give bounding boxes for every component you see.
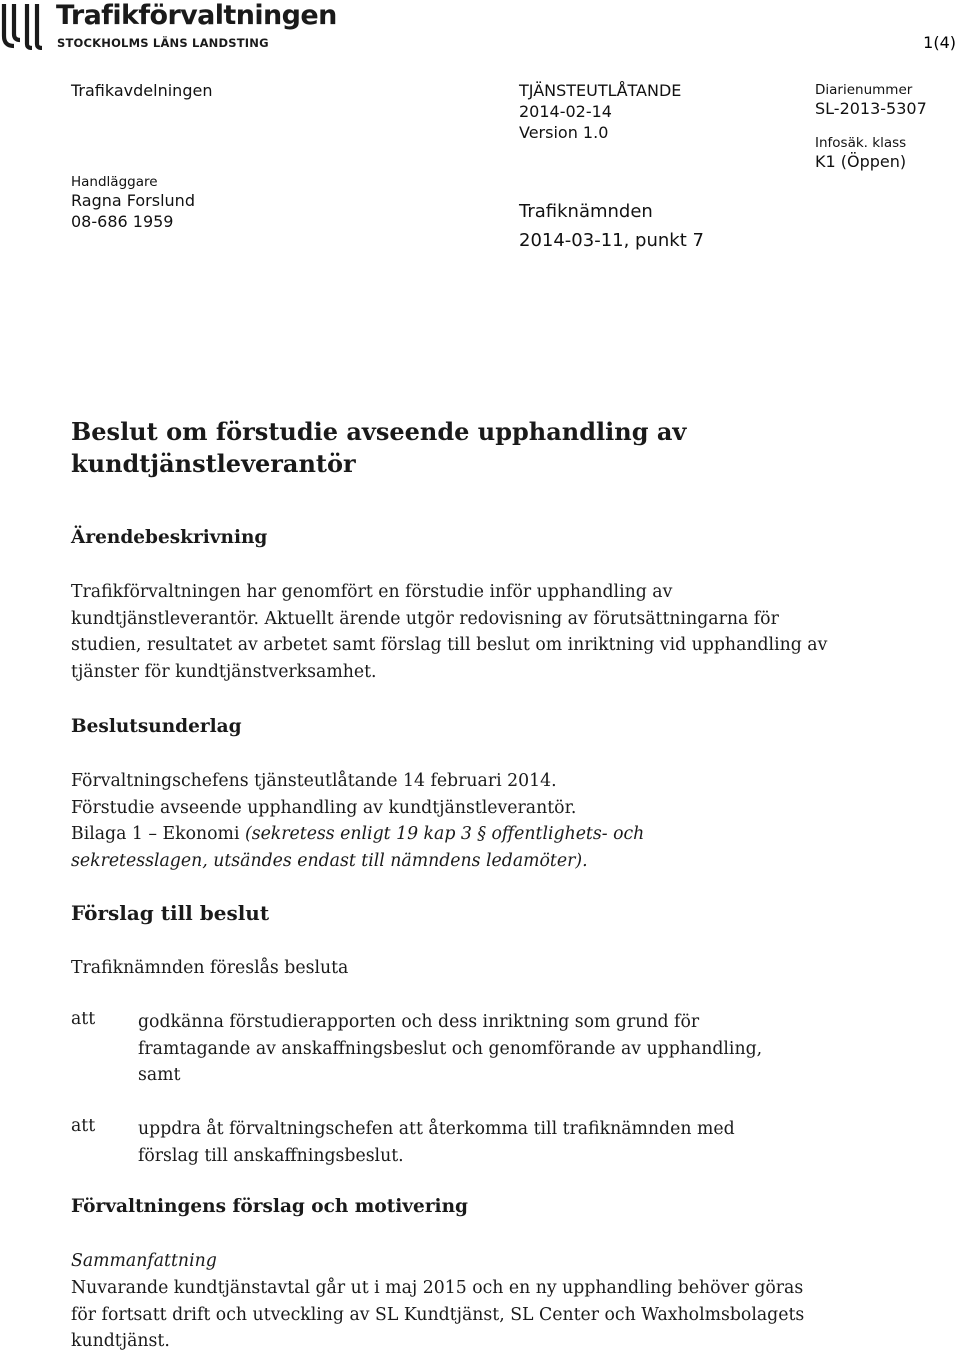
proposal-line: samt: [138, 1065, 181, 1085]
document-title-line: Beslut om förstudie avseende upphandling av: [71, 417, 687, 446]
proposal-marker: att: [71, 1116, 96, 1136]
document-date: 2014-02-14: [519, 102, 612, 121]
case-heading: Ärendebeskrivning: [71, 527, 268, 548]
basis-heading: Beslutsunderlag: [71, 716, 242, 737]
logo-subtitle: STOCKHOLMS LÄNS LANDSTING: [57, 36, 269, 50]
motivation-heading: Förvaltningens förslag och motivering: [71, 1196, 468, 1217]
classification-value: K1 (Öppen): [815, 152, 907, 171]
basis-item-note: (sekretess enligt 19 kap 3 § offentlighets- och: [244, 824, 645, 844]
proposal-item: [138, 1116, 898, 1169]
meeting-reference: 2014-03-11, punkt 7: [519, 230, 704, 251]
basis-list: [71, 768, 891, 874]
proposal-item: [138, 1009, 898, 1089]
document-version: Version 1.0: [519, 123, 609, 142]
handler-label: Handläggare: [71, 174, 158, 190]
case-line: studien, resultatet av arbetet samt förslag till beslut om inriktning vid upphandling av: [71, 635, 828, 655]
basis-item-note: sekretesslagen, utsändes endast till nämndens ledamöter).: [71, 850, 588, 871]
classification-label: Infosäk. klass: [815, 135, 907, 151]
sl-logo-mark-icon: [0, 2, 52, 50]
page-number: 1(4): [923, 33, 956, 52]
basis-item: Förvaltningschefens tjänsteutlåtande 14 februari 2014.: [71, 771, 557, 791]
document-type: TJÄNSTEUTLÅTANDE: [519, 81, 682, 100]
basis-item: [71, 821, 891, 848]
proposal-line: uppdra åt förvaltningschefen att återkomma till trafiknämnden med: [138, 1119, 735, 1139]
handler-phone: 08-686 1959: [71, 212, 174, 231]
motivation-line: Nuvarande kundtjänstavtal går ut i maj 2015 och en ny upphandling behöver göras: [71, 1278, 804, 1298]
logo-title: Trafikförvaltningen: [56, 0, 337, 31]
diary-number: SL-2013-5307: [815, 99, 927, 118]
motivation-line: kundtjänst.: [71, 1331, 170, 1351]
diary-label: Diarienummer: [815, 82, 913, 98]
document-title-line: kundtjänstleverantör: [71, 449, 356, 478]
case-line: Trafikförvaltningen har genomfört en förstudie inför upphandling av: [71, 582, 673, 602]
motivation-subheading: Sammanfattning: [71, 1251, 217, 1271]
case-line: kundtjänstleverantör. Aktuellt ärende utgör redovisning av förutsättningarna för: [71, 608, 779, 629]
basis-item-text: Bilaga 1 – Ekonomi: [71, 824, 245, 844]
document-title: [71, 416, 891, 480]
proposal-line: framtagande av anskaffningsbeslut och genomförande av upphandling,: [138, 1038, 763, 1059]
proposal-marker: att: [71, 1009, 96, 1029]
basis-item: Förstudie avseende upphandling av kundtjänstleverantör.: [71, 797, 577, 818]
motivation-paragraph: [71, 1275, 891, 1355]
board-name: Trafiknämnden: [519, 201, 653, 222]
case-paragraph: [71, 579, 891, 685]
proposal-line: godkänna förstudierapporten och dess inriktning som grund för: [138, 1012, 700, 1032]
department: Trafikavdelningen: [71, 81, 213, 100]
proposal-line: förslag till anskaffningsbeslut.: [138, 1145, 404, 1166]
proposal-heading: Förslag till beslut: [71, 901, 270, 925]
handler-name: Ragna Forslund: [71, 191, 195, 210]
case-line: tjänster för kundtjänstverksamhet.: [71, 661, 377, 682]
proposal-intro: Trafiknämnden föreslås besluta: [71, 958, 349, 978]
motivation-line: för fortsatt drift och utveckling av SL Kundtjänst, SL Center och Waxholmsbolagets: [71, 1304, 805, 1325]
organization-logo: [0, 0, 337, 52]
